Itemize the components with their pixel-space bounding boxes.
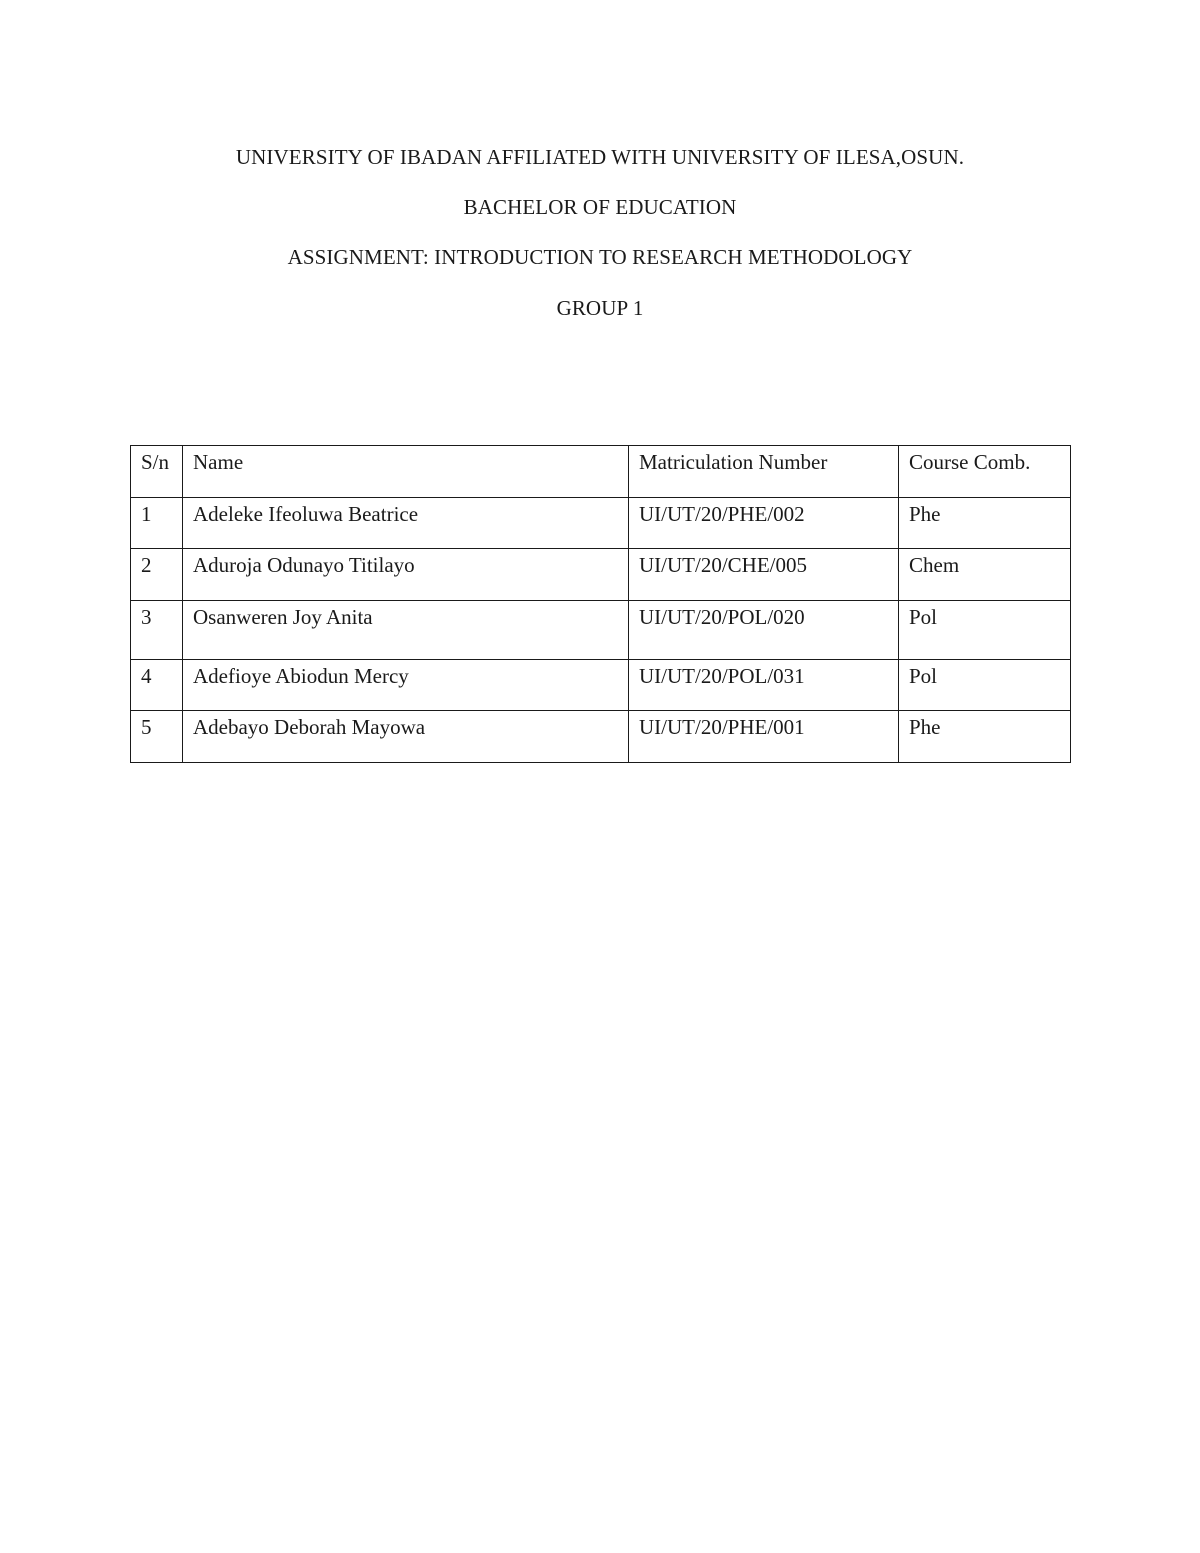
document-title-university: UNIVERSITY OF IBADAN AFFILIATED WITH UNIVERSITY OF ILESA,OSUN.: [235, 145, 965, 169]
cell-matriculation-number: UI/UT/20/POL/031: [629, 660, 899, 711]
cell-course-comb: Pol: [899, 601, 1071, 660]
cell-course-comb: Chem: [899, 549, 1071, 601]
table-row: [131, 660, 1071, 711]
cell-matriculation-number: UI/UT/20/PHE/001: [629, 711, 899, 763]
cell-sn: 4: [131, 660, 183, 711]
document-title-group: GROUP 1: [556, 296, 644, 320]
cell-name: Adefioye Abiodun Mercy: [183, 660, 629, 711]
document-title-degree: BACHELOR OF EDUCATION: [463, 195, 737, 219]
cell-name: Adebayo Deborah Mayowa: [183, 711, 629, 763]
table-row: [131, 498, 1071, 549]
cell-sn: 2: [131, 549, 183, 601]
cell-matriculation-number: UI/UT/20/POL/020: [629, 601, 899, 660]
cell-name: Osanweren Joy Anita: [183, 601, 629, 660]
document-title-assignment: ASSIGNMENT: INTRODUCTION TO RESEARCH METHODOLOGY: [287, 245, 913, 269]
cell-course-comb: Pol: [899, 660, 1071, 711]
table-row: [131, 549, 1071, 601]
cell-name: Adeleke Ifeoluwa Beatrice: [183, 498, 629, 549]
cell-sn: 5: [131, 711, 183, 763]
column-header-name: Name: [183, 446, 629, 498]
cell-course-comb: Phe: [899, 498, 1071, 549]
cell-matriculation-number: UI/UT/20/CHE/005: [629, 549, 899, 601]
cell-sn: 3: [131, 601, 183, 660]
cell-matriculation-number: UI/UT/20/PHE/002: [629, 498, 899, 549]
column-header-course-comb: Course Comb.: [899, 446, 1071, 498]
cell-course-comb: Phe: [899, 711, 1071, 763]
table-row: [131, 711, 1071, 763]
table-row: [131, 601, 1071, 660]
column-header-sn: S/n: [131, 446, 183, 498]
cell-name: Aduroja Odunayo Titilayo: [183, 549, 629, 601]
group-members-table: [130, 445, 1071, 763]
table-header-row: [131, 446, 1071, 498]
column-header-matriculation-number: Matriculation Number: [629, 446, 899, 498]
cell-sn: 1: [131, 498, 183, 549]
